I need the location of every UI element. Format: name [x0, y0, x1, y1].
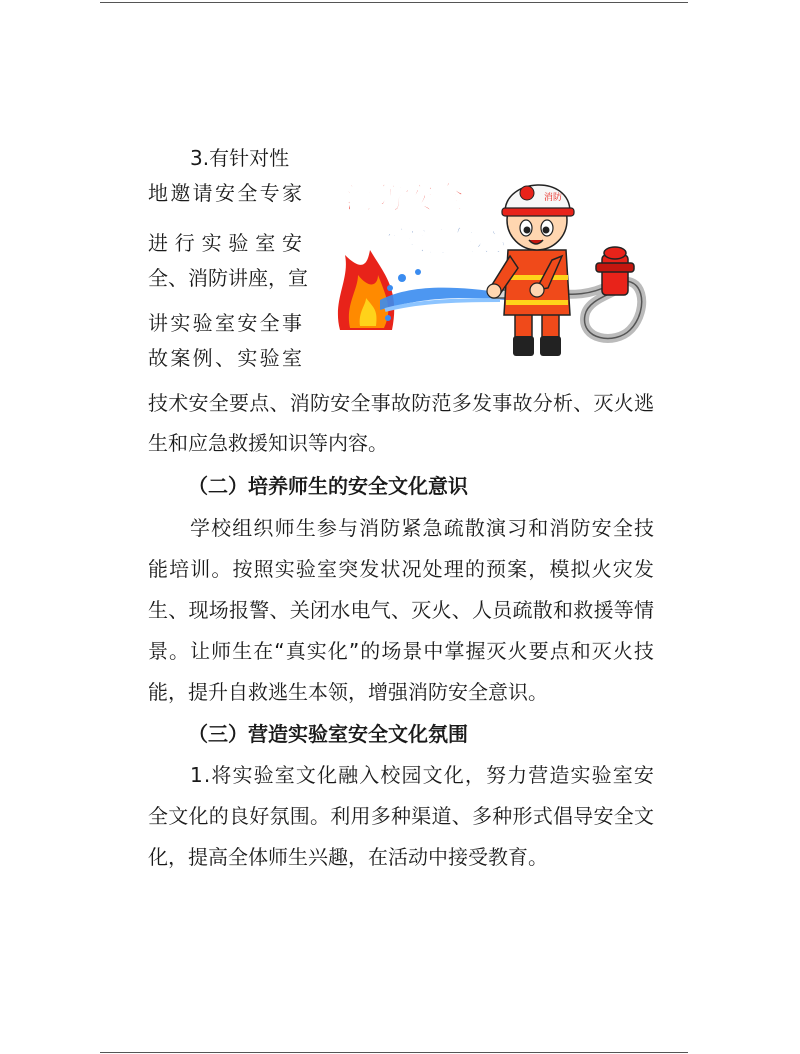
- helmet-badge-text: 消防: [544, 193, 563, 203]
- paragraph-line: 生 、 现 场 报 警 、 关 闭 水 电 气 、 灭 火 、 人 员 疏 散 和 救 援 等 情: [148, 598, 654, 622]
- illustration-title-1: 消防安全: [344, 181, 464, 216]
- section-heading: （三）营造实验室安全文化氛围: [188, 722, 468, 746]
- paragraph-line: 全 、 消 防 讲 座 ， 宣: [148, 266, 308, 290]
- bottom-rule: [100, 1052, 688, 1053]
- water-spray-icon: [380, 269, 505, 321]
- paragraph-line: 化，提高全体师生兴趣，在活动中接受教育。: [148, 845, 548, 869]
- paragraph-line: 技 术 安 全 要 点 、 消 防 安 全 事 故 防 范 多 发 事 故 分 析 、 灭 火 逃: [148, 391, 654, 415]
- paragraph-line: 1 . 将 实 验 室 文 化 融 入 校 园 文 化 ， 努 力 营 造 实 验 室 安: [190, 763, 654, 787]
- paragraph-line: 景 。 让 师 生 在 “ 真 实 化 ” 的 场 景 中 掌 握 灭 火 要 点 和 灭 火 技: [148, 639, 654, 663]
- illustration-title-2: 牢记在心: [386, 225, 506, 260]
- paragraph-line: 学 校 组 织 师 生 参 与 消 防 紧 急 疏 散 演 习 和 消 防 安 全 技: [190, 516, 654, 540]
- firefighter-icon: [487, 185, 574, 356]
- fire-safety-illustration: [330, 160, 660, 365]
- hydrant-icon: [596, 247, 634, 295]
- paragraph-line: 能 培 训 。 按 照 实 验 室 突 发 状 况 处 理 的 预 案 ， 模 拟 火 灾 发: [148, 557, 654, 581]
- top-rule: [100, 2, 688, 3]
- paragraph-line: 能，提升自救逃生本领，增强消防安全意识。: [148, 680, 548, 704]
- paragraph-line: 3.有针对性: [190, 146, 290, 170]
- paragraph-line: 进 行 实 验 室 安: [148, 231, 302, 255]
- section-heading: （二）培养师生的安全文化意识: [188, 474, 468, 498]
- paragraph-line: 地 邀 请 安 全 专 家: [148, 181, 302, 205]
- paragraph-line: 讲 实 验 室 安 全 事: [148, 311, 302, 335]
- paragraph-line: 全 文 化 的 良 好 氛 围 。 利 用 多 种 渠 道 、 多 种 形 式 倡 导 安 全 文: [148, 804, 654, 828]
- paragraph-line: 故 案 例 、 实 验 室: [148, 346, 302, 370]
- paragraph-line: 生和应急救援知识等内容。: [148, 431, 388, 455]
